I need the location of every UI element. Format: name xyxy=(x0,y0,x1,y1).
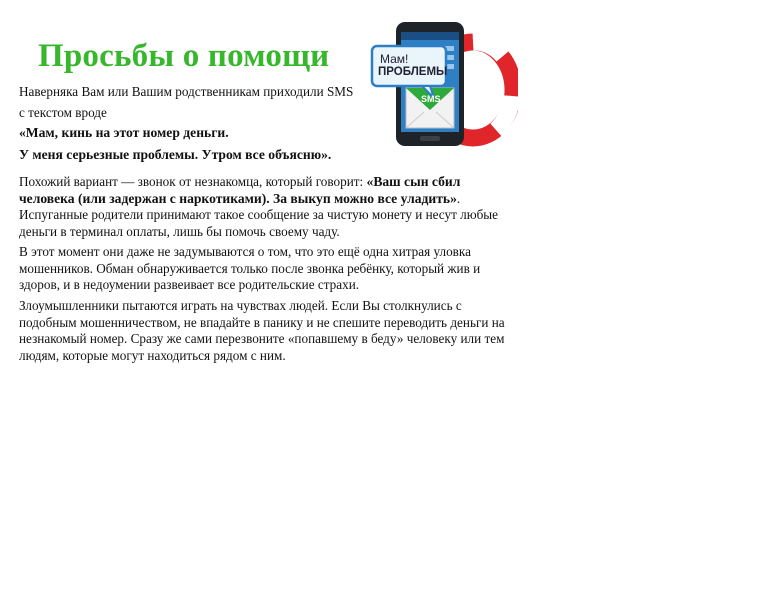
intro-line-2: с текстом вроде xyxy=(19,105,107,120)
paragraph-2: В этот момент они даже не задумываются о том, что это ещё одна хитрая уловка мошенников. Обман обнаруживается только после звонка ребёнку, который жив и здоров, и в недоумении развеивает все родительские страхи. xyxy=(19,244,481,292)
paragraph-1-tail: . Испуганные родители принимают такое сообщение за чистую монету и несут любые деньги в терминал оплаты, лишь бы помочь своему чаду. xyxy=(19,190,498,239)
paragraph-1-quote: «Ваш сын сбил человека (или задержан с наркотиками). За выкуп можно все уладить» xyxy=(19,174,461,206)
page-title: Просьбы о помощи xyxy=(38,38,330,74)
paragraph-3: Злоумышленники пытаются играть на чувствах людей. Если Вы столкнулись с подобным мошенничеством, не впадайте в панику и не спешите переводить деньги на незнакомый номер. Сразу же сами перезвоните «попавшему в беду» человеку или тем людям, которые могут находиться рядом с ним. xyxy=(19,298,505,363)
intro-line-1: Наверняка Вам или Вашим родственникам приходили SMS xyxy=(19,84,354,99)
paragraph-1-lead: Похожий вариант — звонок от незнакомца, который говорит: xyxy=(19,174,367,189)
phone-lifebuoy-illustration xyxy=(368,18,518,148)
bubble-line-1: Мам! xyxy=(380,52,409,66)
intro-quote-1: «Мам, кинь на этот номер деньги. xyxy=(19,125,229,140)
paragraph-1 xyxy=(19,174,519,240)
intro-quote-2: У меня серьезные проблемы. Утром все объясню». xyxy=(19,147,332,162)
envelope-label: SMS xyxy=(421,94,441,104)
bubble-line-2: ПРОБЛЕМЫ xyxy=(378,66,448,78)
illustration-graphic xyxy=(368,18,518,148)
